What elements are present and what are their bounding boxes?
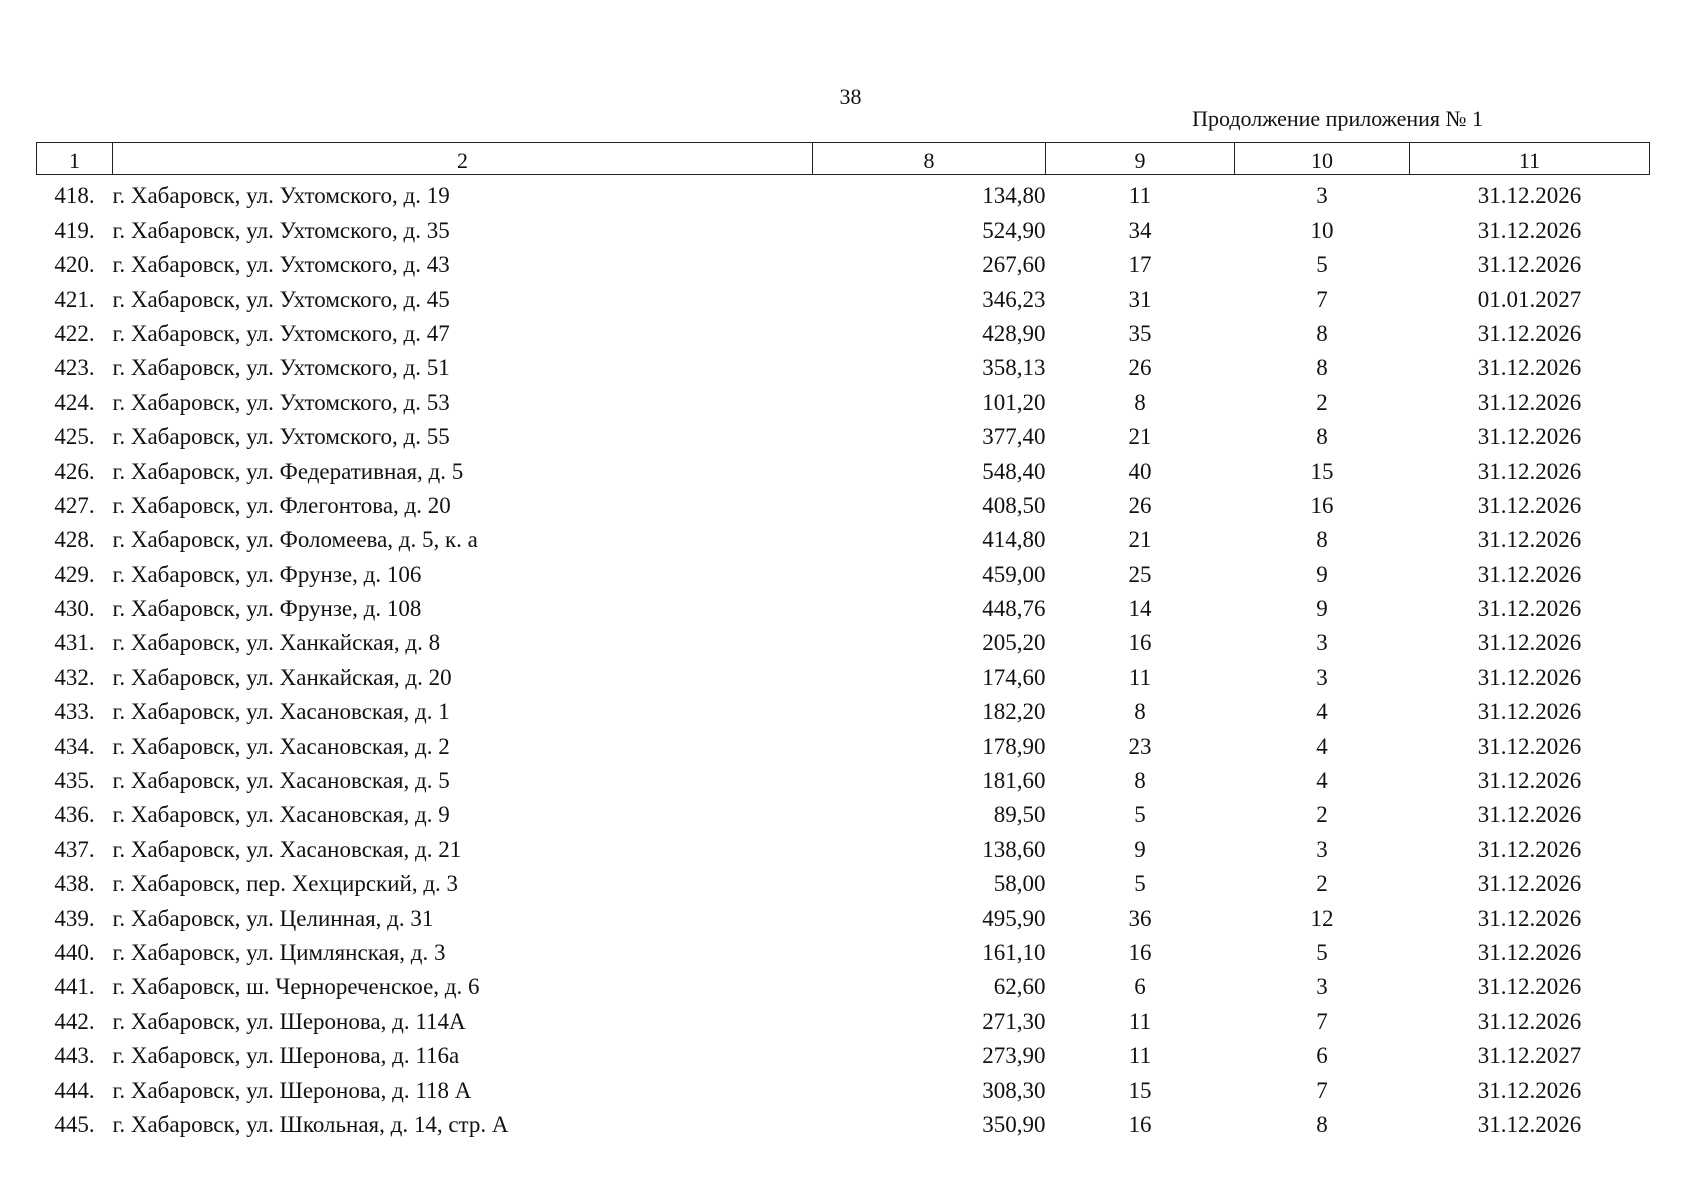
area-cell: 271,30 <box>982 1008 1046 1034</box>
table-row <box>37 725 1650 759</box>
row-number: 421. <box>54 286 95 312</box>
date-cell: 31.12.2026 <box>1477 974 1582 1000</box>
col9-cell: 21 <box>1128 424 1152 450</box>
col9-cell: 35 <box>1128 320 1152 346</box>
col9-cell: 8 <box>1134 389 1146 415</box>
col10-cell: 2 <box>1316 871 1328 897</box>
col9-cell: 5 <box>1134 871 1146 897</box>
col9-cell: 36 <box>1128 905 1152 931</box>
area-cell: 358,13 <box>982 355 1046 381</box>
table-header <box>37 143 1650 175</box>
address-cell: г. Хабаровск, ул. Хасановская, д. 2 <box>112 733 450 759</box>
col9-cell: 17 <box>1128 252 1152 278</box>
date-cell: 31.12.2026 <box>1477 871 1582 897</box>
area-cell: 459,00 <box>982 561 1046 587</box>
address-cell: г. Хабаровск, ул. Ухтомского, д. 55 <box>112 424 450 450</box>
date-cell: 31.12.2026 <box>1477 183 1582 209</box>
row-number: 432. <box>54 664 95 690</box>
date-cell: 31.12.2026 <box>1477 836 1582 862</box>
area-cell: 408,50 <box>982 492 1046 518</box>
area-cell: 267,60 <box>982 252 1046 278</box>
row-number: 437. <box>54 836 95 862</box>
col9-cell: 21 <box>1128 527 1152 553</box>
table-row <box>37 381 1650 415</box>
address-cell: г. Хабаровск, ул. Ухтомского, д. 43 <box>112 252 450 278</box>
col10-cell: 8 <box>1316 527 1328 553</box>
col9-cell: 31 <box>1128 286 1152 312</box>
address-cell: г. Хабаровск, ул. Ханкайская, д. 20 <box>112 664 452 690</box>
col9-cell: 15 <box>1128 1077 1152 1103</box>
table-body <box>37 175 1650 1138</box>
table-row <box>37 932 1650 966</box>
row-number: 427. <box>54 492 95 518</box>
col10-cell: 5 <box>1316 939 1328 965</box>
area-cell: 161,10 <box>982 939 1046 965</box>
address-cell: г. Хабаровск, ул. Ухтомского, д. 53 <box>112 389 450 415</box>
area-cell: 448,76 <box>982 596 1046 622</box>
col10-cell: 2 <box>1316 802 1328 828</box>
date-cell: 31.12.2026 <box>1477 217 1582 243</box>
col9-cell: 23 <box>1128 733 1152 759</box>
table-row <box>37 588 1650 622</box>
row-number: 429. <box>54 561 95 587</box>
col10-cell: 7 <box>1316 286 1328 312</box>
date-cell: 31.12.2026 <box>1477 389 1582 415</box>
area-cell: 377,40 <box>982 424 1046 450</box>
row-number: 420. <box>54 252 95 278</box>
area-cell: 62,60 <box>993 974 1046 1000</box>
row-number: 436. <box>54 802 95 828</box>
area-cell: 495,90 <box>982 905 1046 931</box>
col10-cell: 6 <box>1316 1043 1328 1069</box>
col10-cell: 9 <box>1316 596 1328 622</box>
row-number: 426. <box>54 458 95 484</box>
col10-cell: 8 <box>1316 355 1328 381</box>
address-cell: г. Хабаровск, ул. Флегонтова, д. 20 <box>112 492 451 518</box>
date-cell: 31.12.2026 <box>1477 1111 1582 1137</box>
col10-cell: 10 <box>1310 217 1334 243</box>
col9-cell: 40 <box>1128 458 1152 484</box>
table-row <box>37 209 1650 243</box>
area-cell: 524,90 <box>982 217 1046 243</box>
area-cell: 89,50 <box>993 802 1046 828</box>
address-cell: г. Хабаровск, ул. Шеронова, д. 116а <box>112 1043 460 1069</box>
col10-cell: 15 <box>1310 458 1334 484</box>
address-cell: г. Хабаровск, ул. Ухтомского, д. 35 <box>112 217 450 243</box>
header-col-8: 8 <box>813 143 1046 175</box>
address-cell: г. Хабаровск, ул. Хасановская, д. 1 <box>112 699 450 725</box>
col10-cell: 4 <box>1316 733 1328 759</box>
date-cell: 31.12.2026 <box>1477 733 1582 759</box>
area-cell: 138,60 <box>982 836 1046 862</box>
row-number: 444. <box>54 1077 95 1103</box>
area-cell: 101,20 <box>982 389 1046 415</box>
row-number: 443. <box>54 1043 95 1069</box>
area-cell: 414,80 <box>982 527 1046 553</box>
row-number: 439. <box>54 905 95 931</box>
row-number: 419. <box>54 217 95 243</box>
date-cell: 31.12.2026 <box>1477 768 1582 794</box>
address-cell: г. Хабаровск, ул. Ухтомского, д. 51 <box>112 355 450 381</box>
table-row <box>37 1035 1650 1069</box>
header-col-11: 11 <box>1410 143 1650 175</box>
table-row <box>37 828 1650 862</box>
col10-cell: 3 <box>1316 630 1328 656</box>
address-cell: г. Хабаровск, ул. Фрунзе, д. 106 <box>112 561 422 587</box>
header-col-10: 10 <box>1235 143 1410 175</box>
address-cell: г. Хабаровск, ул. Школьная, д. 14, стр. А <box>112 1111 509 1137</box>
area-cell: 548,40 <box>982 458 1046 484</box>
header-col-9: 9 <box>1046 143 1235 175</box>
col9-cell: 16 <box>1128 939 1152 965</box>
col9-cell: 9 <box>1134 836 1146 862</box>
date-cell: 31.12.2026 <box>1477 802 1582 828</box>
row-number: 422. <box>54 320 95 346</box>
col9-cell: 11 <box>1128 183 1152 209</box>
date-cell: 31.12.2026 <box>1477 320 1582 346</box>
row-number: 428. <box>54 527 95 553</box>
col10-cell: 3 <box>1316 183 1328 209</box>
area-cell: 178,90 <box>982 733 1046 759</box>
area-cell: 181,60 <box>982 768 1046 794</box>
address-cell: г. Хабаровск, ул. Шеронова, д. 114А <box>112 1008 466 1034</box>
area-cell: 350,90 <box>982 1111 1046 1137</box>
col10-cell: 5 <box>1316 252 1328 278</box>
row-number: 442. <box>54 1008 95 1034</box>
col9-cell: 5 <box>1134 802 1146 828</box>
col10-cell: 3 <box>1316 974 1328 1000</box>
date-cell: 01.01.2027 <box>1477 286 1582 312</box>
col9-cell: 11 <box>1128 1043 1152 1069</box>
col9-cell: 11 <box>1128 664 1152 690</box>
col10-cell: 4 <box>1316 768 1328 794</box>
col9-cell: 34 <box>1128 217 1152 243</box>
row-number: 445. <box>54 1111 95 1137</box>
address-cell: г. Хабаровск, ул. Ухтомского, д. 19 <box>112 183 450 209</box>
col10-cell: 8 <box>1316 424 1328 450</box>
row-number: 433. <box>54 699 95 725</box>
col9-cell: 26 <box>1128 355 1152 381</box>
col9-cell: 14 <box>1128 596 1152 622</box>
row-number: 441. <box>54 974 95 1000</box>
col9-cell: 16 <box>1128 630 1152 656</box>
date-cell: 31.12.2026 <box>1477 527 1582 553</box>
address-cell: г. Хабаровск, ул. Целинная, д. 31 <box>112 905 434 931</box>
col10-cell: 16 <box>1310 492 1334 518</box>
date-cell: 31.12.2026 <box>1477 905 1582 931</box>
table-row <box>37 519 1650 553</box>
col10-cell: 8 <box>1316 320 1328 346</box>
area-cell: 346,23 <box>982 286 1046 312</box>
header-row <box>37 143 1650 175</box>
col10-cell: 12 <box>1310 905 1334 931</box>
table-row <box>37 966 1650 1000</box>
col9-cell: 25 <box>1128 561 1152 587</box>
table-row <box>37 691 1650 725</box>
date-cell: 31.12.2026 <box>1477 596 1582 622</box>
area-cell: 182,20 <box>982 699 1046 725</box>
date-cell: 31.12.2026 <box>1477 664 1582 690</box>
col10-cell: 8 <box>1316 1111 1328 1137</box>
col9-cell: 6 <box>1134 974 1146 1000</box>
row-number: 440. <box>54 939 95 965</box>
col10-cell: 3 <box>1316 664 1328 690</box>
address-cell: г. Хабаровск, ул. Ухтомского, д. 45 <box>112 286 450 312</box>
col10-cell: 9 <box>1316 561 1328 587</box>
area-cell: 273,90 <box>982 1043 1046 1069</box>
row-number: 425. <box>54 424 95 450</box>
table-row <box>37 794 1650 828</box>
col9-cell: 16 <box>1128 1111 1152 1137</box>
table-row <box>37 656 1650 690</box>
area-cell: 205,20 <box>982 630 1046 656</box>
table-row <box>37 622 1650 656</box>
address-cell: г. Хабаровск, ул. Хасановская, д. 9 <box>112 802 450 828</box>
address-cell: г. Хабаровск, ул. Фоломеева, д. 5, к. а <box>112 527 478 553</box>
address-cell: г. Хабаровск, ул. Хасановская, д. 5 <box>112 768 450 794</box>
address-cell: г. Хабаровск, ш. Чернореченское, д. 6 <box>112 974 480 1000</box>
table-row <box>37 760 1650 794</box>
row-number: 431. <box>54 630 95 656</box>
col10-cell: 2 <box>1316 389 1328 415</box>
address-cell: г. Хабаровск, ул. Федеративная, д. 5 <box>112 458 464 484</box>
row-number: 424. <box>54 389 95 415</box>
row-number: 435. <box>54 768 95 794</box>
row-number: 418. <box>54 183 95 209</box>
table-row <box>37 485 1650 519</box>
table-row <box>37 1104 1650 1138</box>
appendix-continuation-note: Продолжение приложения № 1 <box>1192 106 1483 131</box>
area-cell: 174,60 <box>982 664 1046 690</box>
table-row <box>37 416 1650 450</box>
col10-cell: 7 <box>1316 1008 1328 1034</box>
table-row <box>37 1000 1650 1034</box>
table-row <box>37 244 1650 278</box>
address-cell: г. Хабаровск, ул. Цимлянская, д. 3 <box>112 939 446 965</box>
col10-cell: 3 <box>1316 836 1328 862</box>
address-cell: г. Хабаровск, ул. Шеронова, д. 118 А <box>112 1077 472 1103</box>
address-cell: г. Хабаровск, ул. Хасановская, д. 21 <box>112 836 462 862</box>
table-row <box>37 347 1650 381</box>
col9-cell: 8 <box>1134 699 1146 725</box>
date-cell: 31.12.2026 <box>1477 1008 1582 1034</box>
area-cell: 58,00 <box>993 871 1046 897</box>
date-cell: 31.12.2026 <box>1477 939 1582 965</box>
date-cell: 31.12.2026 <box>1477 355 1582 381</box>
col10-cell: 7 <box>1316 1077 1328 1103</box>
date-cell: 31.12.2026 <box>1477 492 1582 518</box>
header-col-2: 2 <box>113 143 813 175</box>
address-cell: г. Хабаровск, ул. Ухтомского, д. 47 <box>112 320 450 346</box>
area-cell: 134,80 <box>982 183 1046 209</box>
date-cell: 31.12.2026 <box>1477 699 1582 725</box>
row-number: 430. <box>54 596 95 622</box>
address-cell: г. Хабаровск, ул. Фрунзе, д. 108 <box>112 596 422 622</box>
col9-cell: 26 <box>1128 492 1152 518</box>
table-row <box>37 863 1650 897</box>
table-row <box>37 553 1650 587</box>
date-cell: 31.12.2026 <box>1477 1077 1582 1103</box>
date-cell: 31.12.2026 <box>1477 630 1582 656</box>
date-cell: 31.12.2026 <box>1477 561 1582 587</box>
col9-cell: 8 <box>1134 768 1146 794</box>
address-cell: г. Хабаровск, ул. Ханкайская, д. 8 <box>112 630 441 656</box>
area-cell: 308,30 <box>982 1077 1046 1103</box>
address-cell: г. Хабаровск, пер. Хехцирский, д. 3 <box>112 871 459 897</box>
page-number: 38 <box>839 84 862 109</box>
row-number: 434. <box>54 733 95 759</box>
date-cell: 31.12.2026 <box>1477 458 1582 484</box>
date-cell: 31.12.2027 <box>1477 1043 1582 1069</box>
header-col-1: 1 <box>37 143 113 175</box>
col10-cell: 4 <box>1316 699 1328 725</box>
col9-cell: 11 <box>1128 1008 1152 1034</box>
table-row <box>37 1069 1650 1103</box>
date-cell: 31.12.2026 <box>1477 252 1582 278</box>
table-row <box>37 313 1650 347</box>
row-number: 423. <box>54 355 95 381</box>
table-row <box>37 450 1650 484</box>
date-cell: 31.12.2026 <box>1477 424 1582 450</box>
area-cell: 428,90 <box>982 320 1046 346</box>
row-number: 438. <box>54 871 95 897</box>
table-row <box>37 278 1650 312</box>
table-row <box>37 175 1650 210</box>
houses-table <box>36 142 1650 1138</box>
table-row <box>37 897 1650 931</box>
